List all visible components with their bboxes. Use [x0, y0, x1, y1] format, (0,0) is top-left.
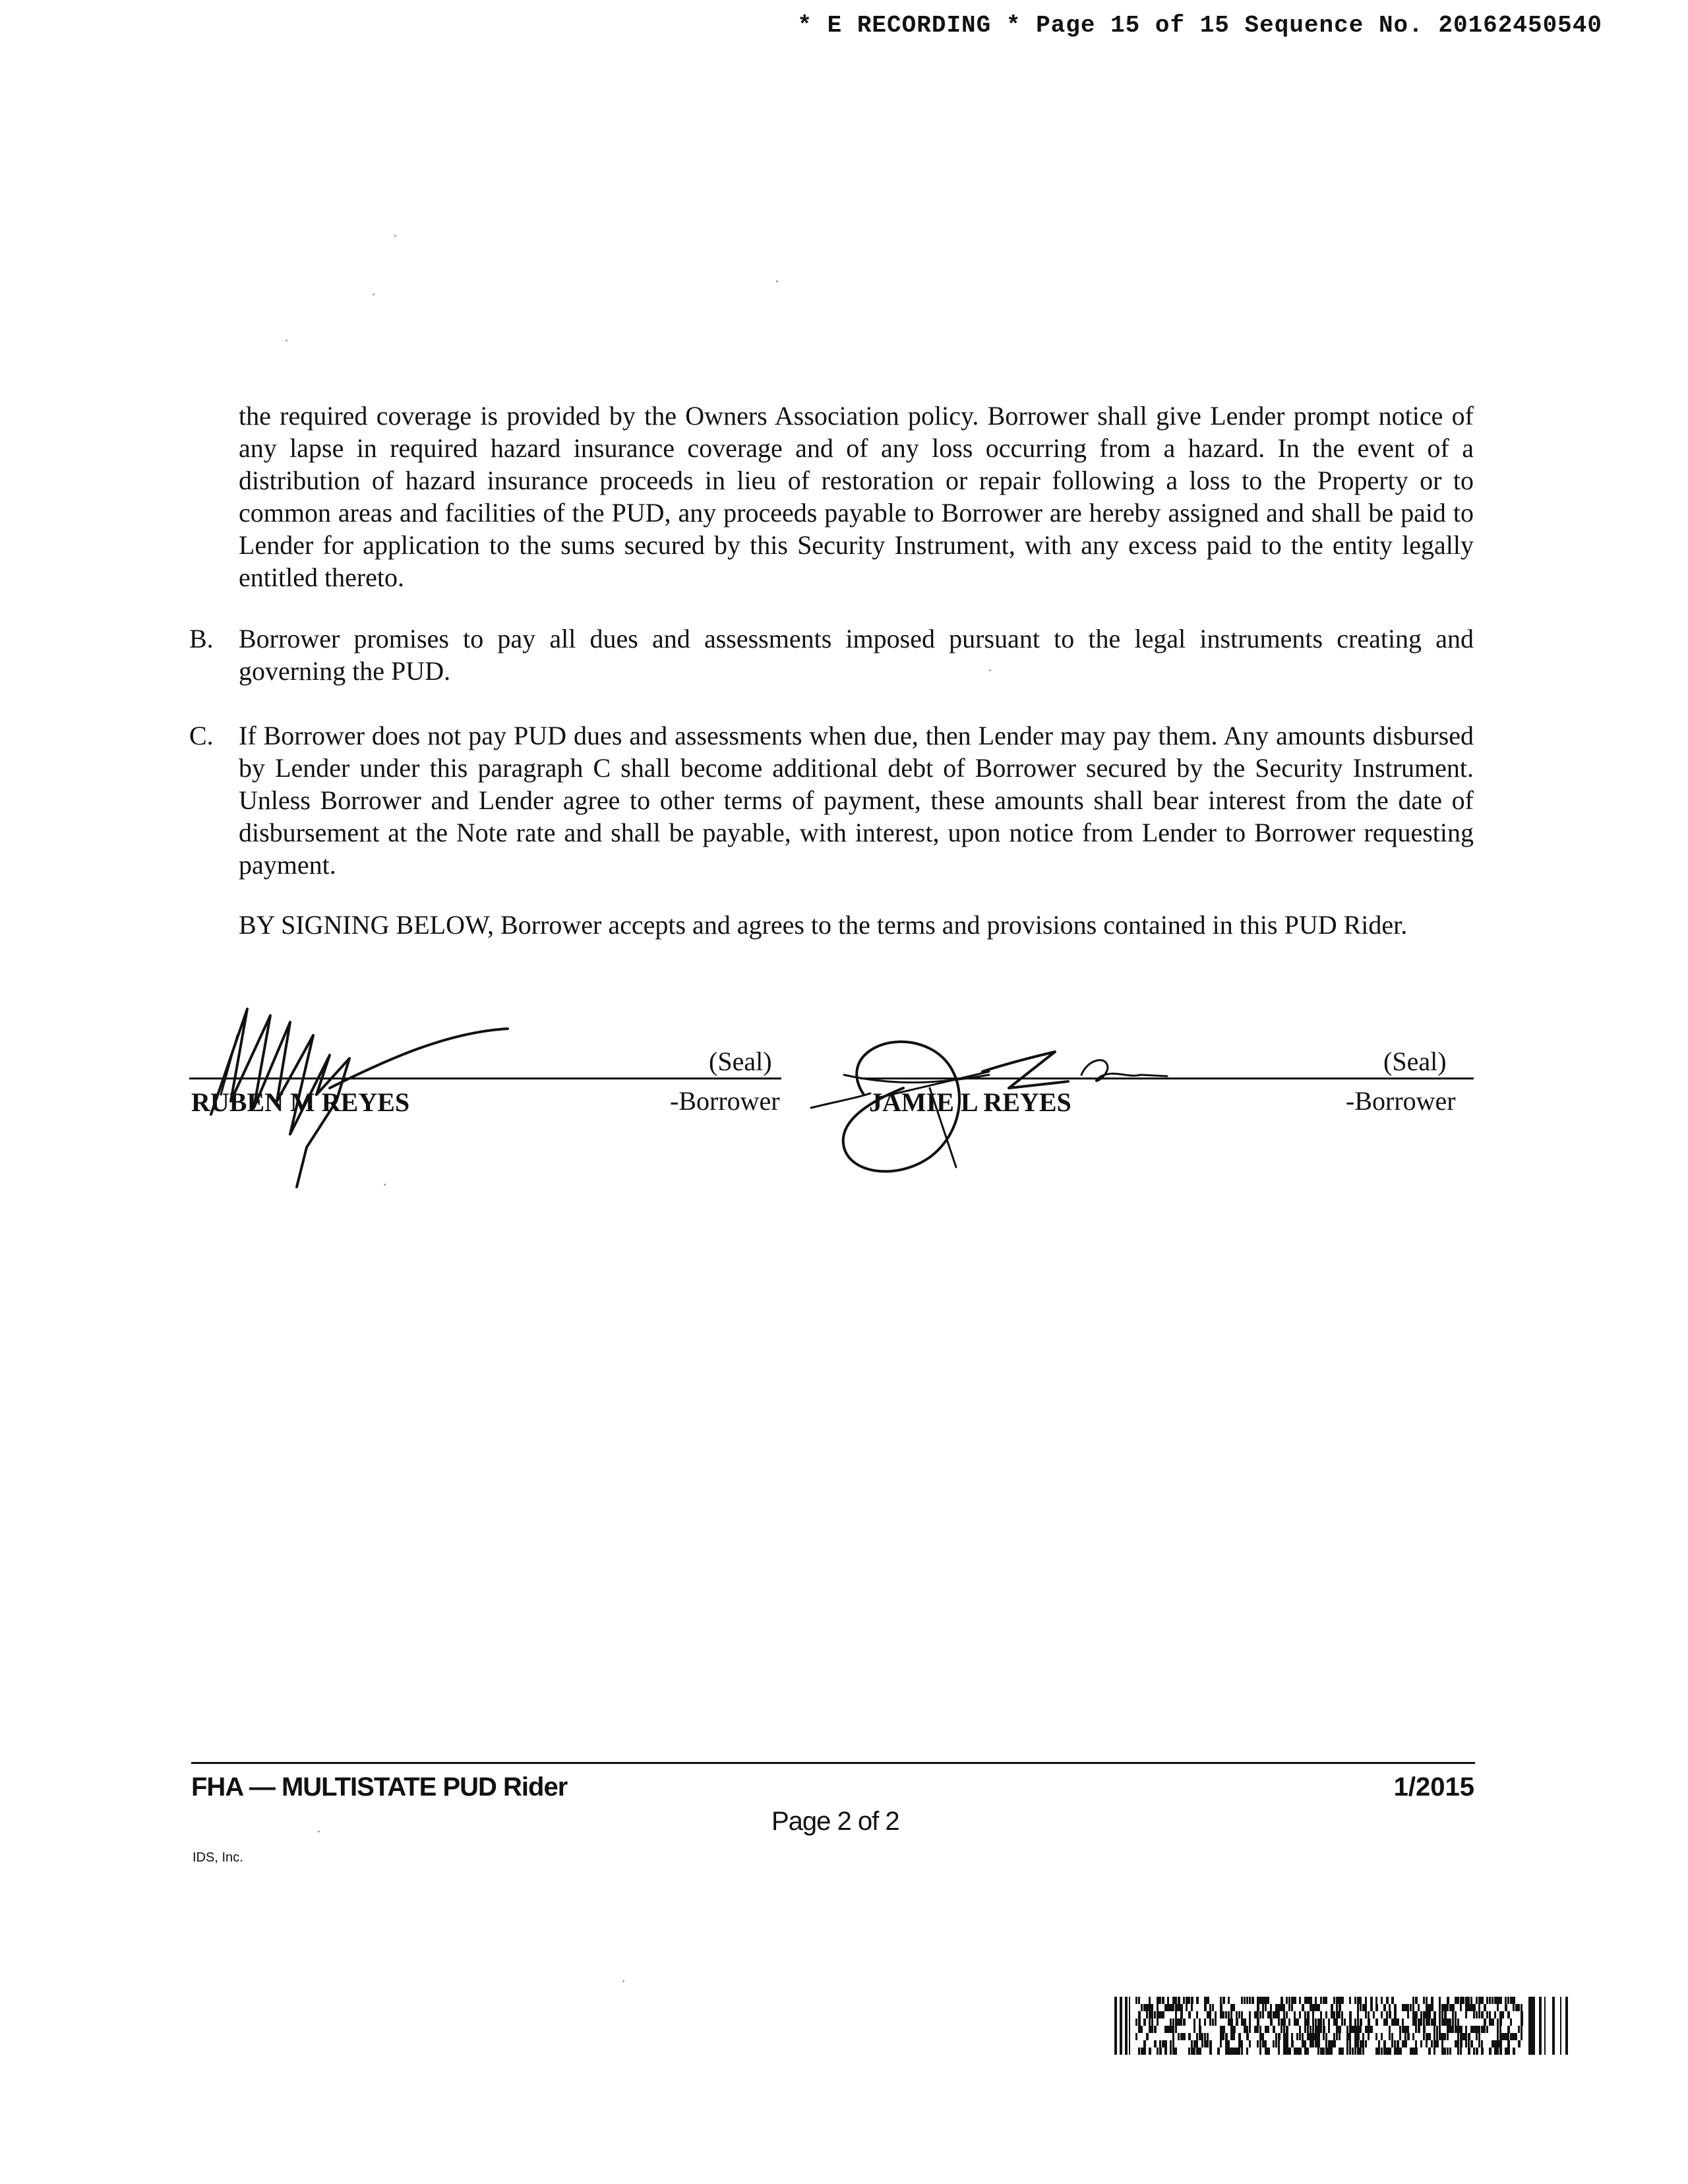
body-paragraph-continuation: the required coverage is provided by the Owners Association policy. Borrower shall give Lender prompt notice of any lapse in required hazard insurance coverage and of any loss occurring from a hazard. In the event of a distribution of hazard insurance proceeds in lieu of restoration or repair following a loss to the Property or to common areas and facilities of the PUD, any proceeds payable to Borrower are hereby assigned and shall be paid to Lender for application to the sums secured by this Security Instrument, with any excess paid to the entity legally entitled thereto.: [239, 401, 1474, 592]
scan-speck: [394, 235, 396, 237]
seal-label-1: (Seal): [709, 1046, 772, 1076]
signature-line-2: [860, 1077, 1474, 1079]
barcode-icon: [1114, 1997, 1569, 2055]
borrower-label-1: -Borrower: [670, 1086, 780, 1116]
list-item-b: [189, 622, 1474, 687]
borrower-label-2: -Borrower: [1346, 1086, 1456, 1116]
form-date: 1/2015: [1393, 1773, 1474, 1802]
recording-header: * E RECORDING * Page 15 of 15 Sequence No. 20162450540: [797, 12, 1602, 39]
seal-label-2: (Seal): [1383, 1046, 1447, 1076]
scan-speck: [318, 1831, 320, 1833]
publisher-label: IDS, Inc.: [193, 1850, 243, 1865]
form-title: FHA — MULTISTATE PUD Rider: [191, 1773, 568, 1802]
scan-speck: [622, 1980, 624, 1982]
page-number: Page 2 of 2: [771, 1807, 899, 1836]
scan-speck: [286, 340, 287, 342]
footer-rule: [191, 1762, 1475, 1764]
signature-line-1: [189, 1077, 781, 1079]
signer-name-2: JAMIE L REYES: [869, 1087, 1071, 1117]
list-item-text: If Borrower does not pay PUD dues and assessments when due, then Lender may pay them. Any amounts disbursed by Lender under this paragraph C shall become additional debt of Borrower secured by the Security Instrument. Unless Borrower and Lender agree to other terms of payment, these amounts shall bear interest from the date of disbursement at the Note rate and shall be payable, with interest, upon notice from Lender to Borrower requesting payment.: [239, 721, 1474, 880]
signer-name-1: RUBEN M REYES: [191, 1087, 410, 1117]
scan-speck: [776, 280, 778, 282]
list-item-text: Borrower promises to pay all dues and assessments imposed pursuant to the legal instruments creating and governing the PUD.: [239, 624, 1474, 686]
list-item-c: [189, 719, 1474, 881]
signing-statement: BY SIGNING BELOW, Borrower accepts and agrees to the terms and provisions contained in this PUD Rider.: [239, 910, 1408, 940]
list-item-letter: C.: [189, 721, 214, 750]
list-item-letter: B.: [189, 624, 214, 653]
scan-speck: [384, 1184, 386, 1186]
scan-speck: [373, 293, 375, 295]
